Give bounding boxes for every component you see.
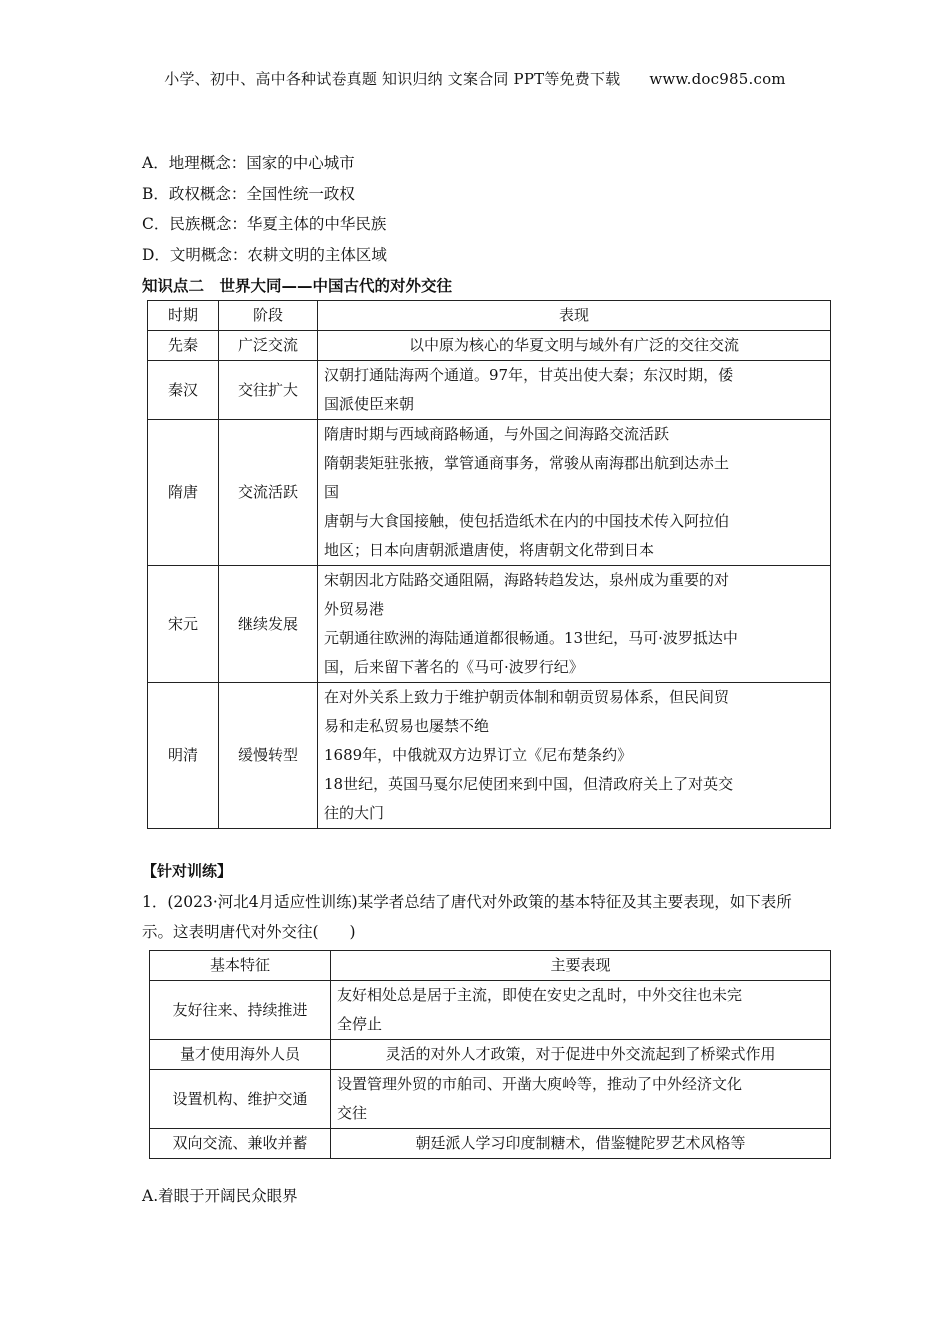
table-row bbox=[150, 1070, 831, 1129]
performance-line: 隋朝裴矩驻张掖，掌管通商事务，常骏从南海郡出航到达赤土 bbox=[324, 454, 730, 472]
option-c: C．民族概念：华夏主体的中华民族 bbox=[142, 215, 387, 233]
main-performance-cell bbox=[331, 981, 831, 1040]
performance-line: 往的大门 bbox=[324, 804, 385, 822]
period-cell: 先秦 bbox=[148, 331, 219, 361]
table-header-row bbox=[148, 301, 831, 331]
page-header bbox=[0, 68, 950, 89]
performance-line: 在对外关系上致力于维护朝贡体制和朝贡贸易体系，但民间贸 bbox=[324, 688, 730, 706]
feature-cell: 双向交流、兼收并蓄 bbox=[150, 1129, 331, 1159]
option-a: A．地理概念：国家的中心城市 bbox=[142, 154, 355, 172]
table-header-row bbox=[150, 951, 831, 981]
header-text: 小学、初中、高中各种试卷真题 知识归纳 文案合同 PPT等免费下载 bbox=[164, 70, 621, 88]
table-row bbox=[148, 331, 831, 361]
performance-line: 国派使臣来朝 bbox=[324, 395, 415, 413]
performance-cell bbox=[318, 331, 831, 361]
performance-cell bbox=[318, 420, 831, 566]
option-d: D．文明概念：农耕文明的主体区域 bbox=[142, 246, 387, 264]
header-feature: 基本特征 bbox=[150, 951, 331, 981]
header-site: www.doc985.com bbox=[649, 70, 786, 88]
performance-cell bbox=[318, 361, 831, 420]
main-performance-cell bbox=[331, 1129, 831, 1159]
performance-line: 1689年，中俄就双方边界订立《尼布楚条约》 bbox=[324, 746, 633, 764]
header-period: 时期 bbox=[148, 301, 219, 331]
table-row bbox=[148, 420, 831, 566]
performance-line: 地区；日本向唐朝派遣唐使，将唐朝文化带到日本 bbox=[324, 541, 655, 559]
training-title: 【针对训练】 bbox=[142, 862, 233, 880]
performance-cell bbox=[318, 683, 831, 829]
period-cell: 隋唐 bbox=[148, 420, 219, 566]
option-b: B．政权概念：全国性统一政权 bbox=[142, 185, 355, 203]
tang-policy-table bbox=[149, 950, 831, 1159]
performance-line: 全停止 bbox=[337, 1015, 383, 1033]
feature-cell: 设置机构、维护交通 bbox=[150, 1070, 331, 1129]
performance-line: 朝廷派人学习印度制糖术，借鉴犍陀罗艺术风格等 bbox=[415, 1134, 746, 1152]
feature-cell: 量才使用海外人员 bbox=[150, 1040, 331, 1070]
period-cell: 宋元 bbox=[148, 566, 219, 683]
performance-line: 交往 bbox=[337, 1104, 368, 1122]
table-row bbox=[148, 361, 831, 420]
stage-cell: 继续发展 bbox=[219, 566, 318, 683]
header-stage: 阶段 bbox=[219, 301, 318, 331]
table-row bbox=[148, 683, 831, 829]
performance-line: 国，后来留下著名的《马可·波罗行纪》 bbox=[324, 658, 584, 676]
performance-cell bbox=[318, 566, 831, 683]
stage-cell: 广泛交流 bbox=[219, 331, 318, 361]
performance-line: 18世纪，英国马戛尔尼使团来到中国，但清政府关上了对英交 bbox=[324, 775, 734, 793]
stage-cell: 交往扩大 bbox=[219, 361, 318, 420]
table-row bbox=[150, 1040, 831, 1070]
performance-line: 设置管理外贸的市舶司、开凿大庾岭等，推动了中外经济文化 bbox=[337, 1075, 743, 1093]
feature-cell: 友好往来、持续推进 bbox=[150, 981, 331, 1040]
performance-line: 友好相处总是居于主流，即使在安史之乱时，中外交往也未完 bbox=[337, 986, 743, 1004]
performance-line: 隋唐时期与西域商路畅通，与外国之间海路交流活跃 bbox=[324, 425, 670, 443]
stage-cell: 缓慢转型 bbox=[219, 683, 318, 829]
foreign-relations-table bbox=[147, 300, 831, 829]
performance-line: 国 bbox=[324, 483, 340, 501]
performance-line: 灵活的对外人才政策，对于促进中外交流起到了桥梁式作用 bbox=[385, 1045, 776, 1063]
table-row bbox=[150, 981, 831, 1040]
main-performance-cell bbox=[331, 1040, 831, 1070]
performance-line: 易和走私贸易也屡禁不绝 bbox=[324, 717, 490, 735]
performance-line: 外贸易港 bbox=[324, 600, 385, 618]
header-main-performance: 主要表现 bbox=[331, 951, 831, 981]
table-row bbox=[150, 1129, 831, 1159]
question-text: 1．(2023·河北4月适应性训练)某学者总结了唐代对外政策的基本特征及其主要表现，如下表所示。这表明唐代对外交往( ) bbox=[142, 893, 792, 941]
performance-line: 唐朝与大食国接触，使包括造纸术在内的中国技术传入阿拉伯 bbox=[324, 512, 730, 530]
main-performance-cell bbox=[331, 1070, 831, 1129]
performance-line: 汉朝打通陆海两个通道。97年，甘英出使大秦；东汉时期，倭 bbox=[324, 366, 734, 384]
stage-cell: 交流活跃 bbox=[219, 420, 318, 566]
period-cell: 明清 bbox=[148, 683, 219, 829]
performance-line: 以中原为核心的华夏文明与域外有广泛的交往交流 bbox=[408, 336, 739, 354]
table-row bbox=[148, 566, 831, 683]
answer-option-a: A.着眼于开阔民众眼界 bbox=[142, 1187, 298, 1205]
period-cell: 秦汉 bbox=[148, 361, 219, 420]
section-title: 知识点二 世界大同——中国古代的对外交往 bbox=[142, 277, 453, 295]
header-performance: 表现 bbox=[318, 301, 831, 331]
performance-line: 元朝通往欧洲的海陆通道都很畅通。13世纪，马可·波罗抵达中 bbox=[324, 629, 738, 647]
performance-line: 宋朝因北方陆路交通阻隔，海路转趋发达，泉州成为重要的对 bbox=[324, 571, 730, 589]
